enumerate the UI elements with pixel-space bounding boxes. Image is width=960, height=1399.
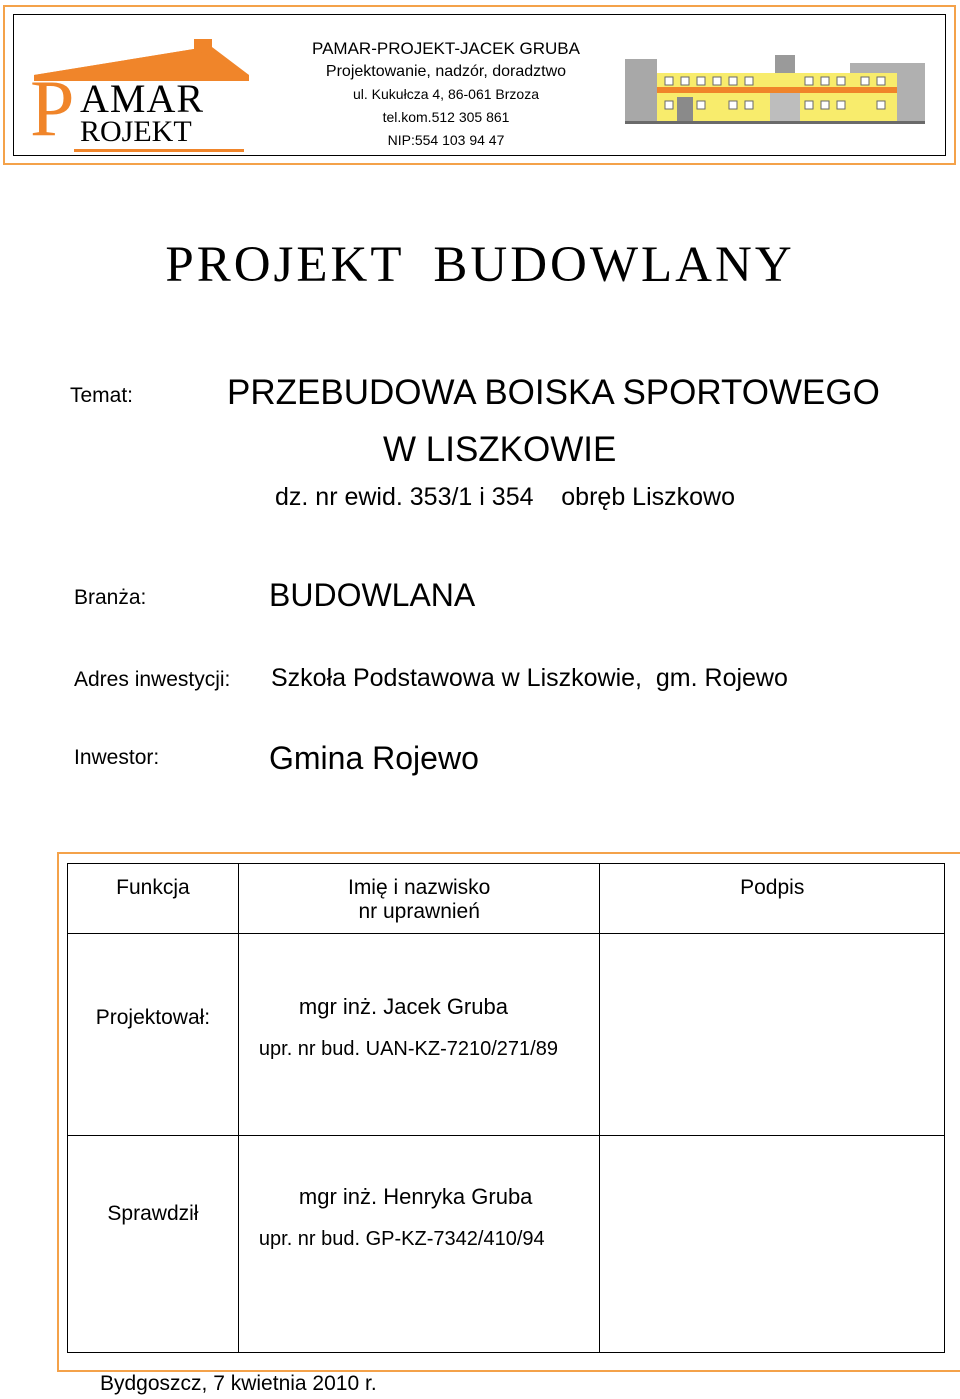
person-license: upr. nr bud. UAN-KZ-7210/271/89 bbox=[258, 1038, 558, 1060]
header-signature bbox=[600, 864, 945, 934]
topic-parcel: dz. nr ewid. 353/1 i 354 obręb Liszkowo bbox=[275, 483, 735, 511]
investment-address-value: Szkoła Podstawowa w Liszkowie, gm. Rojewo bbox=[271, 664, 788, 692]
investor-value: Gmina Rojewo bbox=[269, 740, 479, 776]
place-date: Bydgoszcz, 7 kwietnia 2010 r. bbox=[100, 1372, 377, 1395]
signature-cell[interactable] bbox=[600, 1136, 945, 1353]
letterhead-frame bbox=[13, 14, 946, 156]
row-person bbox=[238, 1136, 600, 1353]
logo-text-rojekt: ROJEKT bbox=[80, 115, 192, 148]
header-name bbox=[238, 864, 600, 934]
person-name: mgr inż. Jacek Gruba bbox=[298, 994, 508, 1019]
signature-table bbox=[67, 863, 945, 1353]
row-role bbox=[68, 1136, 239, 1353]
branch-value: BUDOWLANA bbox=[269, 577, 476, 613]
header-function bbox=[68, 864, 239, 934]
company-address: ul. Kukułcza 4, 86-061 Brzoza bbox=[353, 86, 539, 102]
signature-cell[interactable] bbox=[600, 934, 945, 1136]
table-row bbox=[68, 1136, 945, 1353]
role-checker: Sprawdził bbox=[107, 1202, 199, 1225]
table-row bbox=[68, 934, 945, 1136]
branch-label: Branża: bbox=[74, 586, 147, 609]
row-role bbox=[68, 934, 239, 1136]
person-name: mgr inż. Henryka Gruba bbox=[298, 1184, 533, 1209]
header-signature-text: Podpis bbox=[740, 876, 805, 899]
header-name-line-2: nr uprawnień bbox=[358, 900, 480, 923]
company-nip: NIP:554 103 94 47 bbox=[387, 132, 505, 148]
logo-letter-p: P bbox=[30, 65, 75, 153]
building-illustration-icon bbox=[625, 51, 925, 131]
investor-label: Inwestor: bbox=[74, 746, 160, 769]
header-function-text: Funkcja bbox=[116, 876, 190, 899]
company-name: PAMAR-PROJEKT-JACEK GRUBA bbox=[312, 39, 580, 58]
logo-text-amar: AMAR bbox=[80, 76, 205, 121]
header-name-line-1: Imię i nazwisko bbox=[347, 876, 491, 899]
pamar-projekt-logo bbox=[30, 27, 249, 153]
person-license: upr. nr bud. GP-KZ-7342/410/94 bbox=[258, 1228, 545, 1250]
document-title: PROJEKT BUDOWLANY bbox=[165, 237, 795, 293]
topic-line-1: PRZEBUDOWA BOISKA SPORTOWEGO bbox=[227, 373, 880, 412]
letterhead bbox=[3, 5, 956, 165]
logo-underline bbox=[74, 149, 244, 152]
topic-label: Temat: bbox=[70, 384, 134, 407]
company-tagline: Projektowanie, nadzór, doradztwo bbox=[325, 63, 567, 80]
table-header-row bbox=[68, 864, 945, 934]
row-person bbox=[238, 934, 600, 1136]
company-info bbox=[276, 37, 616, 152]
role-designer: Projektował: bbox=[95, 1006, 211, 1029]
company-phone: tel.kom.512 305 861 bbox=[382, 109, 510, 125]
investment-address-label: Adres inwestycji: bbox=[74, 668, 231, 691]
topic-line-2: W LISZKOWIE bbox=[383, 430, 617, 469]
